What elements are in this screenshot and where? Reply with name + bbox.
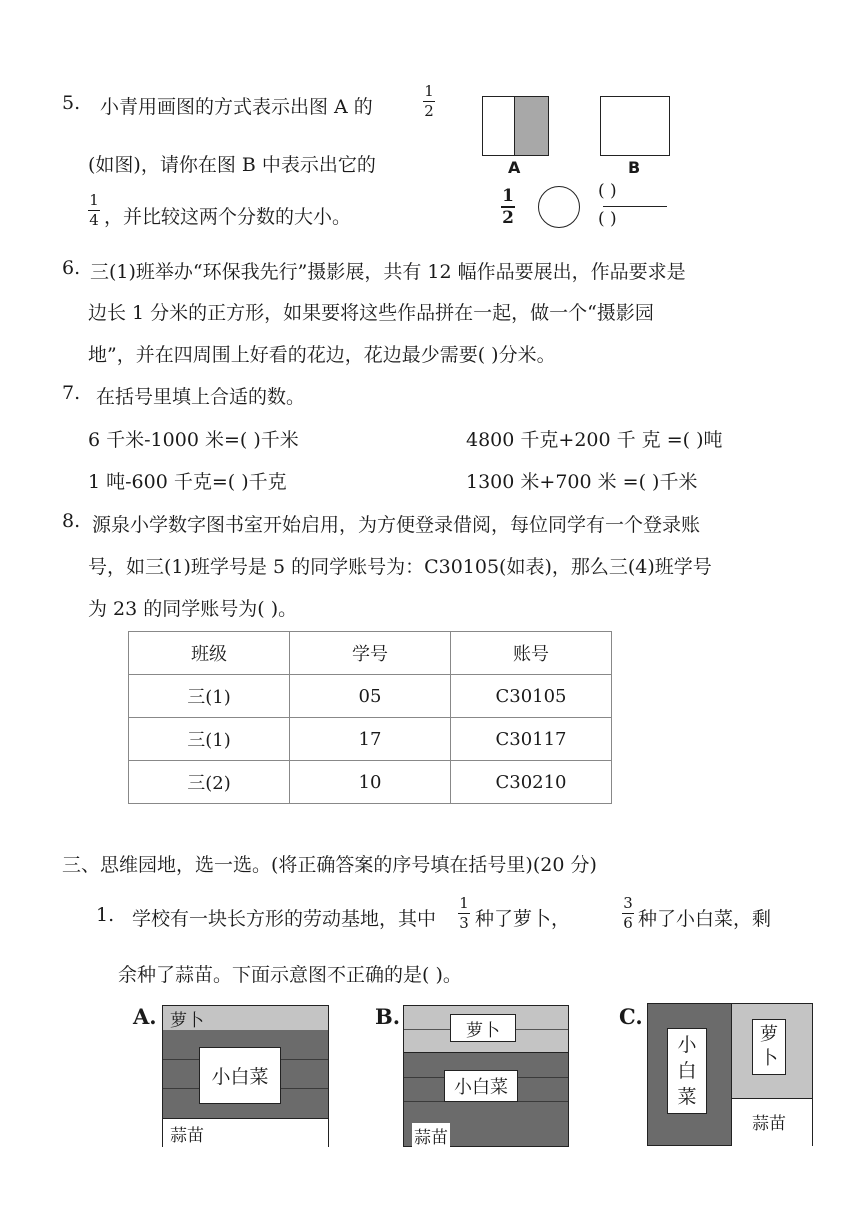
q8-number: 8. [62, 510, 81, 532]
table-row [129, 718, 612, 761]
option-b-radish-label: 萝卜 [450, 1014, 516, 1042]
q6-line2: 边长 1 分米的正方形，如果要将这些作品拼在一起，做一个“摄影园 [88, 302, 654, 324]
q5-fraction-quarter: 1 4 [89, 191, 99, 229]
table-cell: 05 [290, 675, 451, 718]
compare-circle[interactable] [538, 186, 580, 228]
answer-numerator-blank[interactable]: ( ) [598, 181, 617, 201]
q7-item3: 1 吨-600 千克=( )千克 [88, 471, 287, 493]
table-cell: 三(1) [129, 718, 290, 761]
q5-line1: 小青用画图的方式表示出图 A 的 [100, 96, 373, 118]
s3-q1-line1b: 种了萝卜， [475, 908, 571, 930]
fraction-one-third: 1 3 [459, 894, 469, 932]
q7-number: 7. [62, 382, 81, 404]
table-header-cell: 学号 [290, 632, 451, 675]
q8-line2: 号，如三(1)班学号是 5 的同学账号为：C30105(如表)，那么三(4)班学号 [88, 556, 712, 578]
option-a-cabbage-label: 小白菜 [199, 1047, 281, 1104]
option-b-garlic-label: 蒜苗 [412, 1123, 450, 1148]
table-cell: C30105 [451, 675, 612, 718]
q5-line3: ，并比较这两个分数的大小。 [104, 206, 352, 228]
s3-q1-line2: 余种了蒜苗。下面示意图不正确的是( )。 [118, 964, 462, 986]
table-cell: 17 [290, 718, 451, 761]
account-table [128, 631, 612, 804]
figure-a-rectangle [482, 96, 549, 156]
table-row [129, 761, 612, 804]
s3-q1-number: 1. [96, 904, 115, 926]
q6-line3: 地”，并在四周围上好看的花边，花边最少需要( )分米。 [88, 344, 556, 366]
option-b-letter[interactable]: B. [375, 1004, 401, 1029]
q8-line1: 源泉小学数字图书室开始启用，为方便登录借阅，每位同学有一个登录账 [92, 514, 701, 536]
figure-b-label: B [628, 158, 641, 177]
s3-q1-line1c: 种了小白菜，剩 [638, 908, 772, 930]
option-a-garlic-label: 蒜苗 [170, 1126, 204, 1146]
q6-number: 6. [62, 257, 81, 279]
q5-line2: (如图)，请你在图 B 中表示出它的 [88, 154, 376, 176]
option-c-letter[interactable]: C. [619, 1004, 643, 1029]
q7-item1: 6 千米-1000 米=( )千米 [88, 429, 299, 451]
q5-fraction-half: 1 2 [424, 82, 434, 120]
q7-item4: 1300 米+700 米 =( )千米 [466, 471, 698, 493]
q8-line3: 为 23 的同学账号为( )。 [88, 598, 298, 620]
option-c-garlic-label: 蒜苗 [752, 1114, 786, 1134]
table-header-cell: 班级 [129, 632, 290, 675]
table-cell: C30117 [451, 718, 612, 761]
table-cell: 三(2) [129, 761, 290, 804]
table-cell: 三(1) [129, 675, 290, 718]
s3-q1-line1a: 学校有一块长方形的劳动基地，其中 [132, 908, 437, 930]
table-header-cell: 账号 [451, 632, 612, 675]
q7-title: 在括号里填上合适的数。 [96, 386, 306, 408]
answer-denominator-blank[interactable]: ( ) [598, 209, 617, 229]
q6-line1: 三(1)班举办“环保我先行”摄影展，共有 12 幅作品要展出，作品要求是 [90, 261, 686, 283]
option-a-letter[interactable]: A. [133, 1004, 157, 1029]
answer-fraction-bar [603, 206, 667, 207]
q5-number: 5. [62, 92, 81, 114]
table-row [129, 675, 612, 718]
option-c-radish-label: 萝 卜 [752, 1019, 786, 1075]
table-cell: C30210 [451, 761, 612, 804]
table-cell: 10 [290, 761, 451, 804]
figure-a-shaded-half [514, 97, 548, 155]
option-a-radish-label: 萝卜 [170, 1011, 204, 1031]
option-c-cabbage-label: 小 白 菜 [667, 1028, 707, 1114]
compare-fraction-half: 1 2 [502, 186, 514, 228]
figure-a-label: A [508, 158, 521, 177]
fraction-three-sixths: 3 6 [623, 894, 633, 932]
q7-item2: 4800 千克+200 千 克 =( )吨 [466, 429, 723, 451]
option-b-cabbage-label: 小白菜 [444, 1070, 518, 1102]
figure-b-rectangle[interactable] [600, 96, 670, 156]
table-header-row [129, 632, 612, 675]
section3-title: 三、思维园地，选一选。(将正确答案的序号填在括号里)(20 分) [62, 854, 597, 876]
